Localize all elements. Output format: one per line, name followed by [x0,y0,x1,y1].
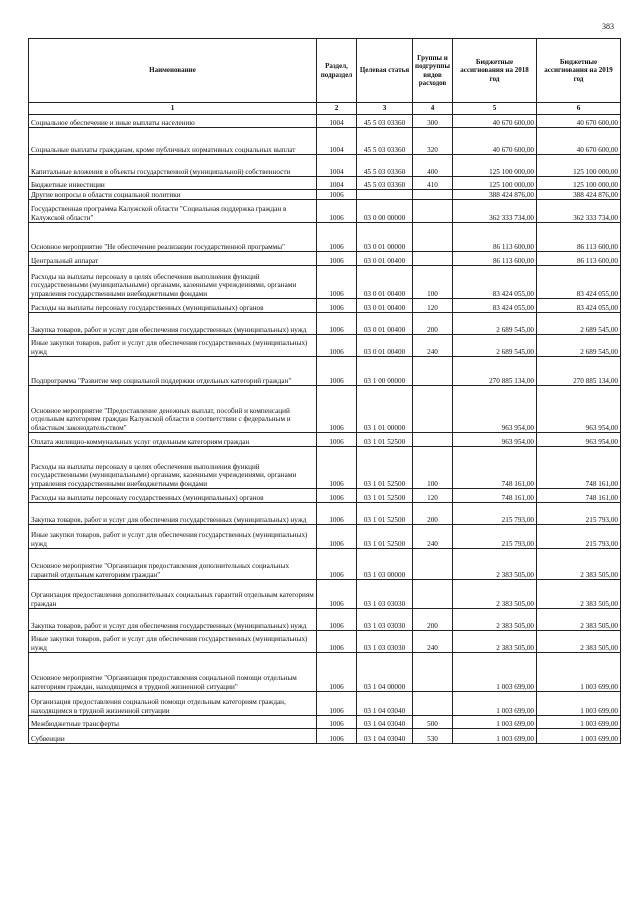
row-target: 03 1 01 52500 [357,489,413,503]
row-amount-2019: 40 670 600,00 [537,128,621,155]
row-section: 1006 [317,335,357,357]
table-row [29,525,621,549]
row-amount-2019: 2 383 505,00 [537,580,621,609]
row-amount-2018: 2 383 505,00 [453,631,537,653]
row-section: 1006 [317,525,357,549]
row-amount-2018: 1 003 699,00 [453,716,537,729]
row-amount-2018: 963 954,00 [453,433,537,447]
row-section: 1006 [317,692,357,716]
row-amount-2019: 362 333 734,00 [537,200,621,223]
row-amount-2018: 1 003 699,00 [453,692,537,716]
row-amount-2018: 125 100 000,00 [453,177,537,190]
row-name: Организация предоставления дополнительных социальных гарантий отдельным категориям граждан [29,580,317,609]
row-group: 300 [413,115,453,128]
row-target: 03 1 04 00000 [357,653,413,692]
row-amount-2019: 215 793,00 [537,525,621,549]
row-target: 03 1 01 00000 [357,386,413,433]
row-amount-2019: 1 003 699,00 [537,653,621,692]
row-group: 200 [413,503,453,525]
row-amount-2019: 2 383 505,00 [537,609,621,631]
row-section: 1006 [317,489,357,503]
row-target: 03 0 00 00000 [357,200,413,223]
row-amount-2019: 2 383 505,00 [537,549,621,580]
row-group [413,692,453,716]
row-amount-2018: 215 793,00 [453,503,537,525]
row-section: 1006 [317,729,357,744]
row-group: 120 [413,299,453,313]
row-group [413,549,453,580]
row-target: 45 5 03 03360 [357,177,413,190]
row-section: 1006 [317,433,357,447]
row-amount-2018: 270 885 134,00 [453,357,537,386]
row-name: Бюджетные инвестиции [29,177,317,190]
row-group [413,223,453,252]
row-name: Капитальные вложения в объекты государственной (муниципальной) собственности [29,155,317,177]
table-row [29,115,621,128]
header-target: Целевая статья [357,39,413,103]
table-row [29,489,621,503]
row-amount-2018: 388 424 876,00 [453,190,537,200]
row-amount-2018: 963 954,00 [453,386,537,433]
row-group: 100 [413,266,453,299]
table-row [29,580,621,609]
row-name: Закупка товаров, работ и услуг для обеспечения государственных (муниципальных) нужд [29,609,317,631]
row-target: 03 1 01 52500 [357,433,413,447]
row-name: Основное мероприятие "Организация предоставления дополнительных социальных гарантий отдельным категориям граждан" [29,549,317,580]
page-number: 383 [602,22,614,31]
row-group: 240 [413,631,453,653]
row-group: 500 [413,716,453,729]
table-row [29,386,621,433]
row-name: Другие вопросы в области социальной политики [29,190,317,200]
table-row [29,609,621,631]
row-amount-2019: 963 954,00 [537,386,621,433]
row-section: 1006 [317,386,357,433]
row-target: 03 1 03 03030 [357,631,413,653]
row-target: 03 1 01 52500 [357,525,413,549]
row-amount-2018: 40 670 600,00 [453,128,537,155]
row-target: 45 5 03 03360 [357,155,413,177]
row-amount-2018: 748 161,00 [453,489,537,503]
row-group [413,653,453,692]
row-target: 03 1 04 03040 [357,729,413,744]
row-group: 240 [413,525,453,549]
row-name: Иные закупки товаров, работ и услуг для обеспечения государственных (муниципальных) нужд [29,631,317,653]
row-amount-2019: 1 003 699,00 [537,729,621,744]
col-index: 5 [453,103,537,115]
row-name: Расходы на выплаты персоналу в целях обеспечения выполнения функций государственными (муниципальными) органами, казенными учреждениями, органами управления государственными внебюджетными фондами [29,266,317,299]
table-row [29,357,621,386]
row-name: Подпрограмма "Развитие мер социальной поддержки отдельных категорий граждан" [29,357,317,386]
row-name: Межбюджетные трансферты [29,716,317,729]
row-name: Расходы на выплаты персоналу в целях обеспечения выполнения функций государственными (муниципальными) органами, казенными учреждениями, органами управления государственными внебюджетными фондами [29,447,317,489]
table-row [29,335,621,357]
row-amount-2019: 2 689 545,00 [537,335,621,357]
col-index: 4 [413,103,453,115]
table-row [29,716,621,729]
row-section: 1006 [317,609,357,631]
row-name: Основное мероприятие "Предоставление денежных выплат, пособий и компенсаций отдельным категориям граждан Калужской области в соответствии с федеральным и областным законодательством" [29,386,317,433]
row-target: 03 1 04 03040 [357,692,413,716]
row-target: 03 0 01 00400 [357,266,413,299]
row-section: 1006 [317,190,357,200]
table-row [29,266,621,299]
row-group: 320 [413,128,453,155]
row-section: 1006 [317,266,357,299]
row-amount-2019: 270 885 134,00 [537,357,621,386]
row-section: 1006 [317,503,357,525]
row-amount-2018: 83 424 055,00 [453,266,537,299]
row-amount-2019: 125 100 000,00 [537,155,621,177]
row-section: 1006 [317,299,357,313]
row-amount-2018: 1 003 699,00 [453,653,537,692]
row-group [413,386,453,433]
col-index: 2 [317,103,357,115]
row-group [413,357,453,386]
row-section: 1006 [317,252,357,266]
row-amount-2018: 215 793,00 [453,525,537,549]
row-target [357,190,413,200]
row-target: 03 1 01 52500 [357,503,413,525]
row-target: 03 1 01 52500 [357,447,413,489]
row-name: Основное мероприятие "Организация предоставления социальной помощи отдельным категориям граждан, находящимся в трудной жизненной ситуации" [29,653,317,692]
budget-table [28,38,621,744]
row-section: 1006 [317,447,357,489]
row-group: 410 [413,177,453,190]
row-group [413,200,453,223]
row-group [413,433,453,447]
row-group: 530 [413,729,453,744]
row-section: 1004 [317,177,357,190]
row-name: Иные закупки товаров, работ и услуг для обеспечения государственных (муниципальных) нужд [29,525,317,549]
row-name: Государственная программа Калужской области "Социальная поддержка граждан в Калужской области" [29,200,317,223]
row-section: 1006 [317,313,357,335]
row-amount-2019: 1 003 699,00 [537,716,621,729]
table-row [29,653,621,692]
row-target: 03 0 01 00400 [357,252,413,266]
row-target: 03 1 04 03040 [357,716,413,729]
table-row [29,503,621,525]
row-amount-2019: 963 954,00 [537,433,621,447]
row-target: 03 0 01 00400 [357,299,413,313]
header-group: Группы и подгруппы видов расходов [413,39,453,103]
table-row [29,128,621,155]
header-2019: Бюджетные ассигнования на 2019 год [537,39,621,103]
col-index: 1 [29,103,317,115]
row-group: 400 [413,155,453,177]
row-amount-2019: 83 424 055,00 [537,299,621,313]
row-name: Оплата жилищно-коммунальных услуг отдельным категориям граждан [29,433,317,447]
col-index: 3 [357,103,413,115]
row-target: 03 0 01 00400 [357,313,413,335]
row-amount-2019: 388 424 876,00 [537,190,621,200]
table-row [29,190,621,200]
row-section: 1006 [317,223,357,252]
row-name: Центральный аппарат [29,252,317,266]
row-name: Закупка товаров, работ и услуг для обеспечения государственных (муниципальных) нужд [29,503,317,525]
row-amount-2018: 1 003 699,00 [453,729,537,744]
row-group: 100 [413,447,453,489]
row-section: 1006 [317,631,357,653]
table-row [29,692,621,716]
row-amount-2018: 83 424 055,00 [453,299,537,313]
table-row [29,223,621,252]
row-amount-2019: 748 161,00 [537,447,621,489]
row-name: Иные закупки товаров, работ и услуг для обеспечения государственных (муниципальных) нужд [29,335,317,357]
row-amount-2018: 2 383 505,00 [453,549,537,580]
col-index: 6 [537,103,621,115]
row-amount-2018: 2 383 505,00 [453,609,537,631]
row-amount-2019: 1 003 699,00 [537,692,621,716]
row-section: 1004 [317,128,357,155]
row-name: Субвенции [29,729,317,744]
row-amount-2019: 86 113 600,00 [537,252,621,266]
table-row [29,447,621,489]
row-target: 03 1 00 00000 [357,357,413,386]
row-name: Расходы на выплаты персоналу государственных (муниципальных) органов [29,489,317,503]
header-name: Наименование [29,39,317,103]
row-section: 1006 [317,200,357,223]
row-amount-2018: 2 689 545,00 [453,335,537,357]
table-row [29,729,621,744]
row-group [413,580,453,609]
row-section: 1006 [317,653,357,692]
table-row [29,299,621,313]
table-row [29,200,621,223]
row-name: Социальные выплаты гражданам, кроме публичных нормативных социальных выплат [29,128,317,155]
table-row [29,549,621,580]
row-section: 1004 [317,115,357,128]
table-row [29,631,621,653]
row-amount-2019: 83 424 055,00 [537,266,621,299]
row-amount-2019: 125 100 000,00 [537,177,621,190]
row-name: Основное мероприятие "Не обеспечение реализации государственной программы" [29,223,317,252]
row-target: 03 0 01 00400 [357,335,413,357]
row-target: 03 1 03 03030 [357,580,413,609]
row-amount-2018: 362 333 734,00 [453,200,537,223]
row-group: 200 [413,609,453,631]
row-amount-2018: 2 689 545,00 [453,313,537,335]
row-name: Расходы на выплаты персоналу государственных (муниципальных) органов [29,299,317,313]
row-amount-2018: 40 670 600,00 [453,115,537,128]
header-2018: Бюджетные ассигнования на 2018 год [453,39,537,103]
row-section: 1006 [317,716,357,729]
table-row [29,433,621,447]
row-group [413,252,453,266]
row-group: 200 [413,313,453,335]
row-amount-2019: 215 793,00 [537,503,621,525]
row-amount-2019: 40 670 600,00 [537,115,621,128]
row-amount-2019: 86 113 600,00 [537,223,621,252]
table-body [29,115,621,744]
row-amount-2018: 2 383 505,00 [453,580,537,609]
row-target: 45 5 03 03360 [357,128,413,155]
table-row [29,177,621,190]
column-index-row [29,103,621,115]
row-section: 1006 [317,580,357,609]
row-amount-2019: 2 383 505,00 [537,631,621,653]
row-target: 45 5 03 03360 [357,115,413,128]
row-section: 1006 [317,357,357,386]
row-group: 120 [413,489,453,503]
row-section: 1004 [317,155,357,177]
table-row [29,313,621,335]
row-amount-2019: 2 689 545,00 [537,313,621,335]
row-group: 240 [413,335,453,357]
header-section: Раздел, подраздел [317,39,357,103]
row-amount-2018: 125 100 000,00 [453,155,537,177]
table-row [29,252,621,266]
header-row [29,39,621,103]
row-amount-2019: 748 161,00 [537,489,621,503]
row-name: Организация предоставления социальной помощи отдельным категориям граждан, находящимся в трудной жизненной ситуации [29,692,317,716]
row-group [413,190,453,200]
row-amount-2018: 748 161,00 [453,447,537,489]
row-target: 03 1 03 00000 [357,549,413,580]
row-name: Закупка товаров, работ и услуг для обеспечения государственных (муниципальных) нужд [29,313,317,335]
row-name: Социальное обеспечение и иные выплаты населению [29,115,317,128]
table-row [29,155,621,177]
row-amount-2018: 86 113 600,00 [453,223,537,252]
row-target: 03 0 01 00000 [357,223,413,252]
row-target: 03 1 03 03030 [357,609,413,631]
row-section: 1006 [317,549,357,580]
row-amount-2018: 86 113 600,00 [453,252,537,266]
